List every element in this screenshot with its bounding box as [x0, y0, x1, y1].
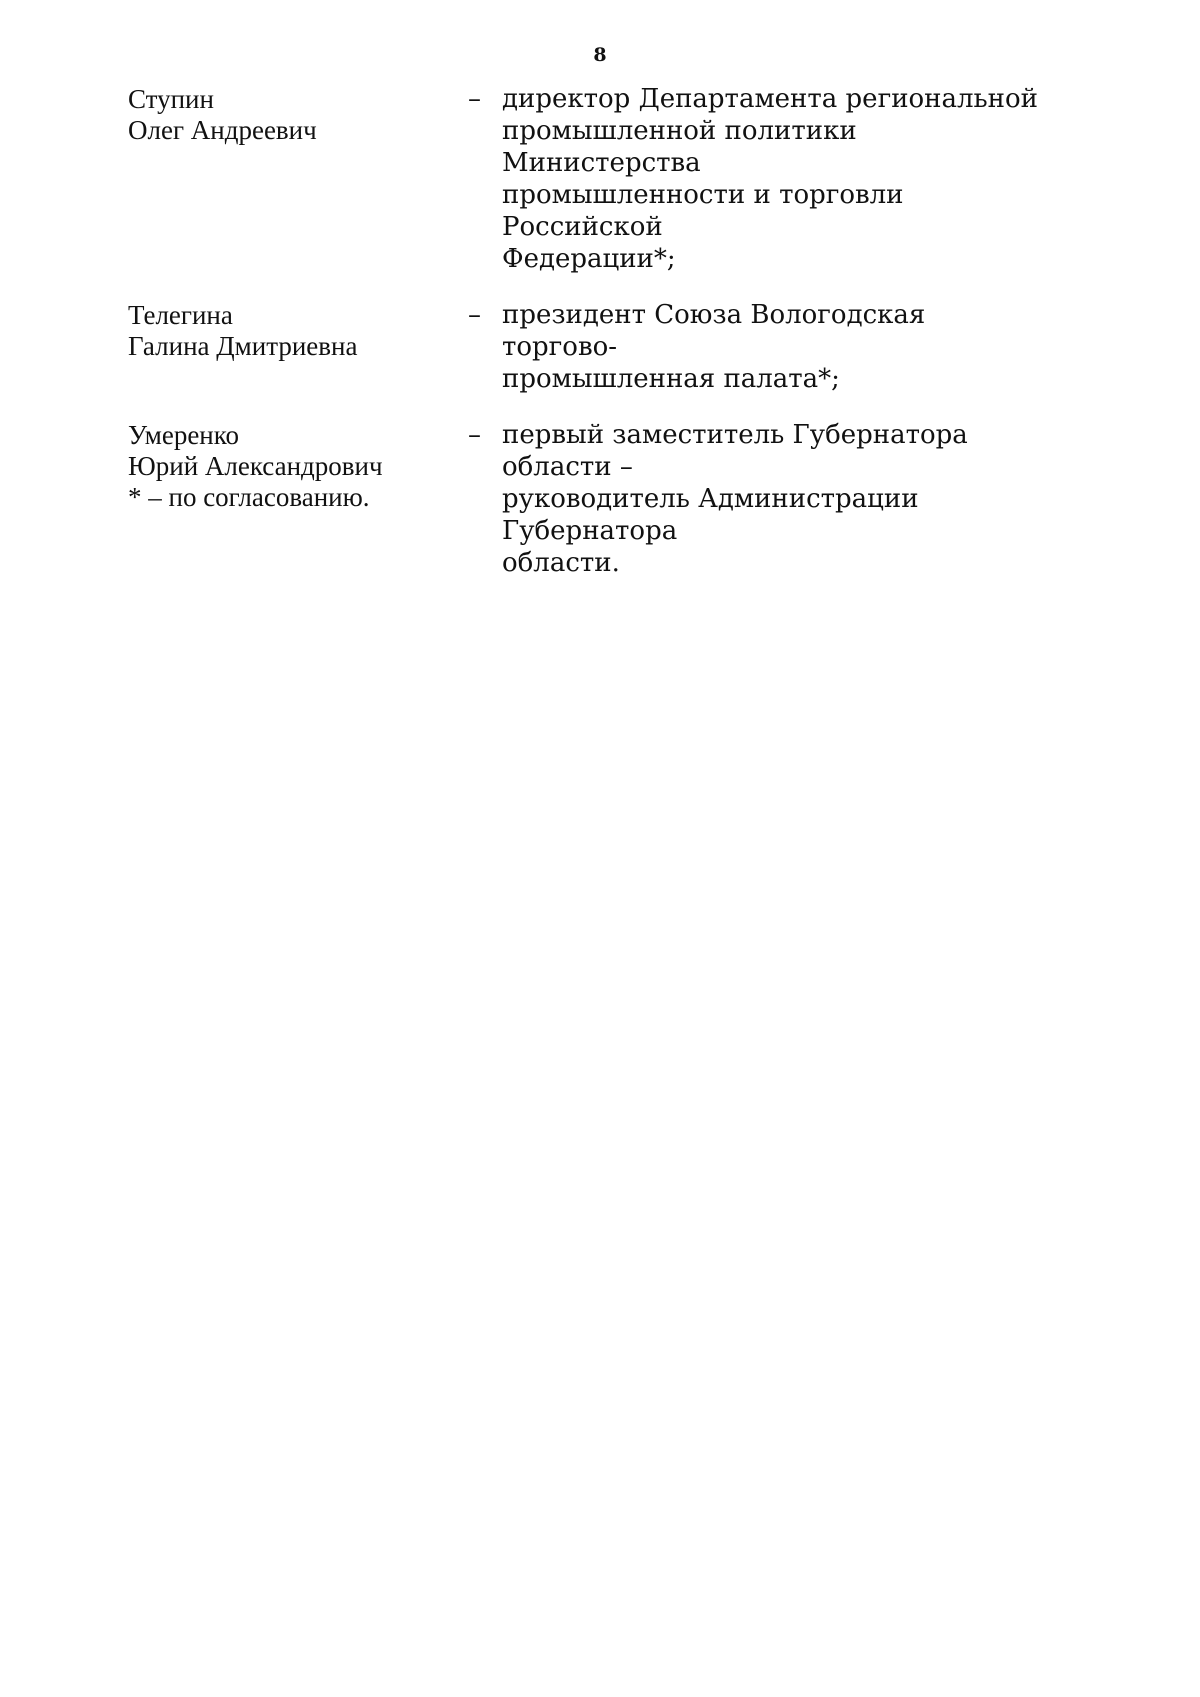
- entry-dash: –: [468, 420, 481, 450]
- member-name: [128, 419, 468, 482]
- entry-dash: –: [468, 84, 481, 114]
- member-surname: Умеренко: [128, 420, 239, 450]
- member-surname: Ступин: [128, 84, 214, 114]
- entry-dash: –: [468, 300, 481, 330]
- member-entry-telegina: [128, 299, 1068, 395]
- member-given-names: Олег Андреевич: [128, 115, 317, 145]
- member-given-names: Юрий Александрович: [128, 451, 383, 481]
- member-name: [128, 299, 468, 362]
- member-name: [128, 83, 468, 146]
- member-surname: Телегина: [128, 300, 233, 330]
- member-role: президент Союза Вологодская торгово- промышленная палата*;: [502, 300, 926, 394]
- footnote: * – по согласованию.: [128, 482, 370, 512]
- member-role: директор Департамента региональной промышленной политики Министерства промышленности и торговли Российской Федерации*;: [502, 84, 1038, 274]
- page-number: 8: [593, 44, 607, 66]
- member-given-names: Галина Дмитриевна: [128, 331, 358, 361]
- member-role: первый заместитель Губернатора области – руководитель Администрации Губернатора области.: [502, 420, 968, 578]
- member-entry-stupin: [128, 83, 1068, 275]
